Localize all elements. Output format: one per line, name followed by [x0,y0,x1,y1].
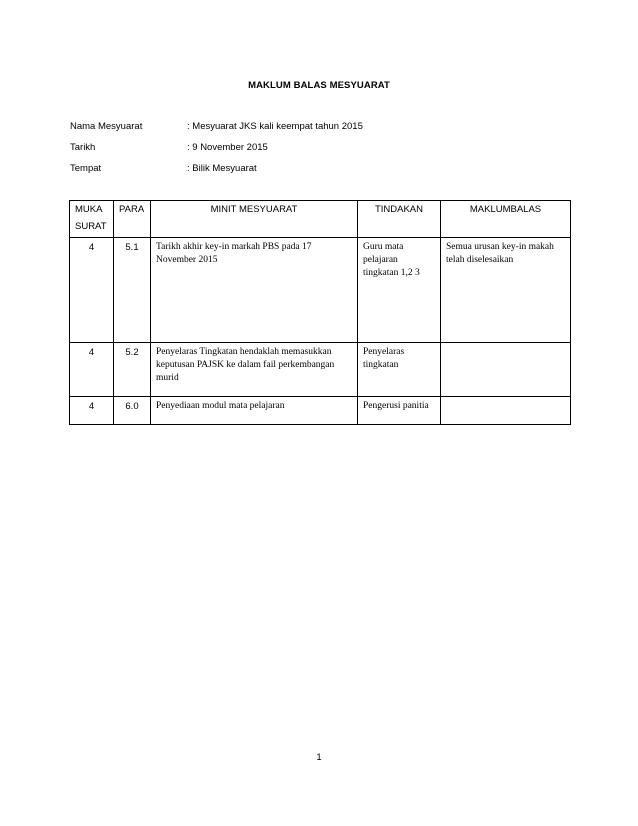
cell-minit: Tarikh akhir key-in markah PBS pada 17 November 2015 [151,238,358,343]
cell-minit: Penyediaan modul mata pelajaran [151,397,358,425]
meta-label: Tempat [70,163,102,174]
meta-label: Tarikh [70,142,96,153]
cell-minit: Penyelaras Tingkatan hendaklah memasukkan keputusan PAJSK ke dalam fail perkembangan murid [151,343,358,397]
header-muka-surat-line2: SURAT [75,221,107,232]
cell-tindakan: Pengerusi panitia [358,397,441,425]
cell-maklumbalas: Semua urusan key-in makah telah diselesaikan [441,238,571,343]
meta-value: : 9 November 2015 [187,142,268,153]
cell-muka-surat: 4 [70,343,114,397]
cell-maklumbalas [441,397,571,425]
header-tindakan: TINDAKAN [358,201,441,238]
header-muka-surat [70,201,114,238]
document-title: MAKLUM BALAS MESYUARAT [248,80,390,91]
cell-para: 6.0 [114,397,151,425]
page-number: 1 [316,752,322,763]
cell-muka-surat: 4 [70,397,114,425]
header-maklumbalas: MAKLUMBALAS [441,201,571,238]
table-row [70,397,571,425]
cell-maklumbalas [441,343,571,397]
cell-tindakan: Guru mata pelajaran tingkatan 1,2 3 [358,238,441,343]
table-header-row [70,201,571,238]
minutes-table [69,200,571,425]
meta-value: : Mesyuarat JKS kali keempat tahun 2015 [187,121,363,132]
cell-tindakan: Penyelaras tingkatan [358,343,441,397]
header-muka-surat-line1: MUKA [75,204,103,215]
table-row [70,343,571,397]
cell-muka-surat: 4 [70,238,114,343]
header-minit-mesyuarat: MINIT MESYUARAT [151,201,358,238]
cell-para: 5.2 [114,343,151,397]
meta-value: : Bilik Mesyuarat [187,163,257,174]
header-para: PARA [114,201,151,238]
cell-para: 5.1 [114,238,151,343]
table-row [70,238,571,343]
meta-label: Nama Mesyuarat [70,121,143,132]
